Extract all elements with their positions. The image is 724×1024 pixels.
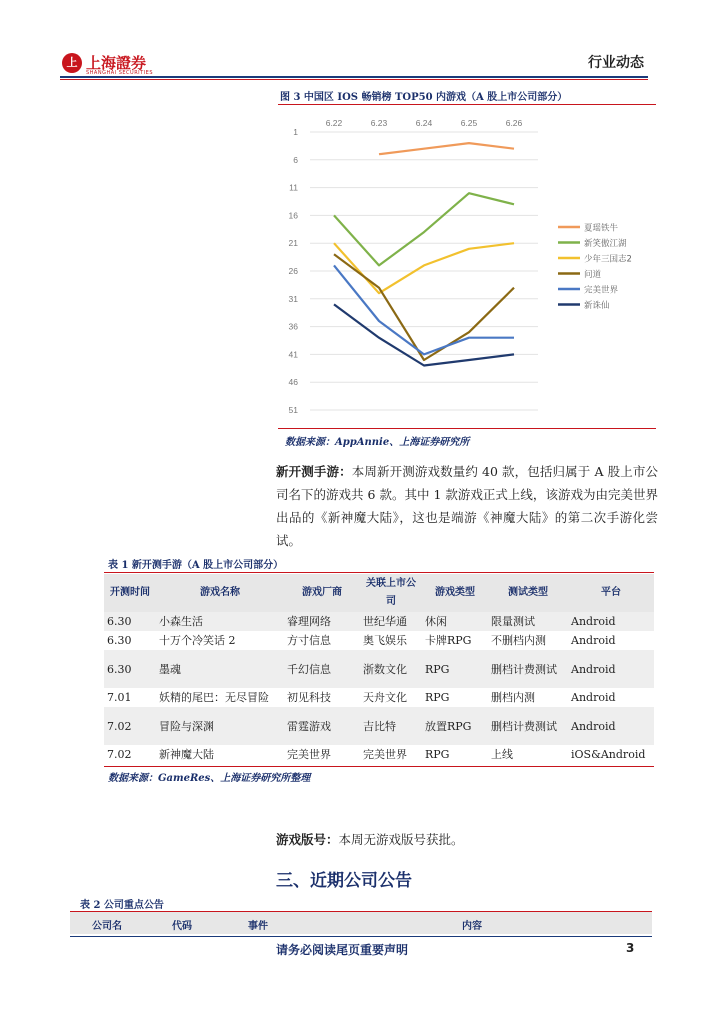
- cell: 限量测试: [488, 612, 568, 631]
- y-tick-label: 41: [288, 349, 298, 360]
- y-tick-label: 6: [293, 154, 298, 165]
- y-tick-label: 11: [289, 182, 298, 193]
- table2-header-company: 公司名: [92, 921, 122, 932]
- series-line: [334, 243, 514, 293]
- license-paragraph: [276, 830, 464, 848]
- section-label: 行业动态: [588, 55, 644, 71]
- section-heading: 三、近期公司公告: [276, 871, 412, 891]
- cell: 完美世界: [287, 748, 331, 761]
- table-row: [104, 688, 654, 707]
- legend-label: 完美世界: [584, 285, 619, 296]
- cell: 浙数文化: [360, 650, 422, 688]
- table-row: [104, 631, 654, 650]
- table-header-row: [104, 574, 654, 612]
- y-tick-label: 36: [288, 321, 298, 332]
- cell: 小森生活: [156, 612, 284, 631]
- table2-header-event: 事件: [248, 921, 268, 932]
- y-tick-label: 31: [288, 293, 298, 304]
- cell: 千幻信息: [284, 650, 360, 688]
- legend-label: 新笑傲江湖: [584, 239, 627, 249]
- table-row: [104, 745, 654, 764]
- header-test-type: 测试类型: [488, 574, 568, 612]
- cell: 放置RPG: [422, 707, 488, 745]
- cell: 雷霆游戏: [284, 707, 360, 745]
- legend-label: 问道: [584, 270, 602, 280]
- cell: 7.01: [107, 691, 132, 704]
- cell: Android: [568, 707, 654, 745]
- x-tick-label: 6.22: [325, 118, 343, 128]
- legend-label: 夏瑶铁牛: [584, 223, 619, 234]
- figure-bottom-rule: [278, 428, 656, 429]
- cell: 方寸信息: [287, 634, 331, 647]
- paragraph-lead: 新开测手游：: [276, 464, 352, 479]
- cell: Android: [568, 612, 654, 631]
- header-listed-company: 关联上市公司: [360, 574, 422, 612]
- chart-grid: [310, 132, 538, 410]
- table1-source: 数据来源：GameRes、上海证券研究所整理: [108, 773, 311, 784]
- header-platform: 平台: [568, 574, 654, 612]
- cell: 7.02: [107, 748, 132, 761]
- cell: iOS&Android: [571, 748, 646, 761]
- cell: 卡牌RPG: [425, 634, 472, 647]
- header-rule: [60, 76, 648, 78]
- paragraph2-lead: 游戏版号：: [276, 832, 339, 847]
- x-tick-label: 6.26: [505, 118, 523, 128]
- table1-top-rule: [104, 572, 654, 573]
- table2-header-content: 内容: [462, 921, 482, 932]
- x-tick-label: 6.24: [415, 118, 433, 128]
- header-test-time: 开测时间: [104, 574, 156, 612]
- table2-header-code: 代码: [172, 921, 192, 932]
- series-line: [334, 254, 514, 360]
- cell: Android: [571, 691, 616, 704]
- figure-source: 数据来源：AppAnnie、上海证券研究所: [285, 437, 470, 448]
- series-line: [334, 265, 514, 354]
- table-row: [104, 707, 654, 745]
- cell: 不删档内测: [491, 634, 546, 647]
- page-number: 3: [626, 941, 635, 955]
- logo-name: 上海證券: [86, 54, 147, 72]
- chart-x-ticks: [326, 118, 523, 128]
- cell: Android: [568, 650, 654, 688]
- figure-title: 图 3 中国区 IOS 畅销榜 TOP50 内游戏（A 股上市公司部分）: [280, 92, 568, 103]
- x-tick-label: 6.25: [460, 118, 478, 128]
- header-developer: 游戏厂商: [284, 574, 360, 612]
- cell: 初见科技: [287, 691, 331, 704]
- figure-top-rule: [278, 104, 656, 105]
- cell: 吉比特: [360, 707, 422, 745]
- y-tick-label: 1: [293, 127, 298, 137]
- series-line: [379, 143, 514, 154]
- cell: 休闲: [422, 612, 488, 631]
- cell: 完美世界: [363, 748, 407, 761]
- header-rule-accent: [60, 79, 648, 80]
- cell: 6.30: [107, 634, 132, 647]
- cell: 6.30: [104, 650, 156, 688]
- cell: 世纪华通: [360, 612, 422, 631]
- cell: 奥飞娱乐: [363, 634, 407, 647]
- table2-title: 表 2 公司重点公告: [80, 900, 164, 911]
- ios-top50-chart: [278, 106, 656, 426]
- chart-legend: [558, 223, 632, 312]
- y-tick-label: 21: [288, 238, 298, 249]
- table-row: [104, 650, 654, 688]
- legend-label: 少年三国志2: [584, 254, 632, 265]
- cell: 删档计费测试: [488, 707, 568, 745]
- cell: 睿理网络: [284, 612, 360, 631]
- series-line: [334, 193, 514, 265]
- header-game-type: 游戏类型: [422, 574, 488, 612]
- new-games-table: [104, 574, 654, 764]
- chart-y-ticks: [289, 127, 299, 415]
- cell: 墨魂: [156, 650, 284, 688]
- cell: 删档计费测试: [488, 650, 568, 688]
- cell: 十万个冷笑话 2: [159, 634, 236, 647]
- cell: RPG: [422, 650, 488, 688]
- logo-subtitle: SHANGHAI SECURITIES: [86, 70, 154, 76]
- paragraph2-body: 本周无游戏版号获批。: [338, 832, 464, 847]
- new-test-paragraph: [276, 460, 658, 552]
- table1-bottom-rule: [104, 766, 654, 767]
- header-game-name: 游戏名称: [156, 574, 284, 612]
- cell: 7.02: [104, 707, 156, 745]
- table2-header-row: [70, 912, 652, 934]
- cell: 6.30: [104, 612, 156, 631]
- paragraph-body: 本周新开测游戏数量约 40 款，包括归属于 A 股上市公司名下的游戏共 6 款。其中 1 款游戏正式上线，该游戏为由完美世界出品的《新神魔大陆》，这也是端游《神魔大陆》的第二次手游化尝试。: [276, 464, 658, 548]
- logo-mark: 上: [62, 53, 82, 73]
- cell: 冒险与深渊: [156, 707, 284, 745]
- cell: 删档内测: [491, 691, 535, 704]
- footer-rule: [70, 936, 652, 937]
- table1-title: 表 1 新开测手游（A 股上市公司部分）: [108, 560, 284, 571]
- y-tick-label: 26: [288, 266, 298, 276]
- y-tick-label: 51: [288, 405, 298, 415]
- cell: RPG: [425, 748, 450, 761]
- cell: RPG: [425, 691, 450, 704]
- cell: 天舟文化: [363, 691, 407, 704]
- y-tick-label: 46: [288, 377, 298, 388]
- cell: 妖精的尾巴：无尽冒险: [159, 691, 269, 704]
- chart-series: [334, 143, 514, 365]
- x-tick-label: 6.23: [370, 118, 388, 128]
- footer-notice: 请务必阅读尾页重要声明: [276, 943, 409, 957]
- cell: 新神魔大陆: [159, 748, 214, 761]
- cell: Android: [571, 634, 616, 647]
- y-tick-label: 16: [288, 210, 298, 221]
- cell: 上线: [491, 748, 513, 761]
- table-row: [104, 612, 654, 631]
- legend-label: 新诛仙: [584, 301, 610, 311]
